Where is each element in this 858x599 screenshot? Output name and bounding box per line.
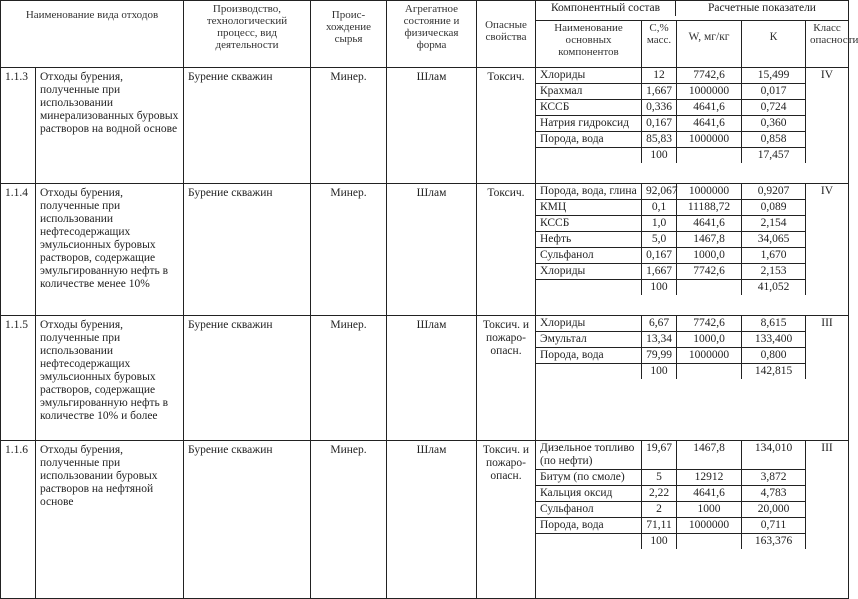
component-row	[536, 280, 848, 296]
component-k: 133,400	[742, 332, 806, 348]
component-k: 34,065	[742, 232, 806, 248]
component-name: Крахмал	[536, 84, 642, 100]
row-components	[536, 68, 849, 184]
header-comp-name: Наименование основных компонентов	[554, 22, 623, 58]
component-w: 4641,6	[677, 116, 742, 132]
row-process: Бурение скважин	[184, 184, 311, 316]
component-row	[536, 148, 848, 164]
component-name: Хлориды	[536, 68, 642, 84]
component-w	[677, 280, 742, 296]
row-hazard: Токсич. и пожаро-опасн.	[477, 316, 536, 441]
row-origin: Минер.	[311, 441, 387, 599]
header-composition: Компонентный состав	[550, 2, 661, 14]
component-k: 0,017	[742, 84, 806, 100]
component-k: 0,089	[742, 200, 806, 216]
component-name: КССБ	[536, 100, 642, 116]
hazard-class: III	[806, 441, 849, 549]
component-k: 3,872	[742, 470, 806, 486]
component-name: Порода, вода	[536, 132, 642, 148]
hazard-class: IV	[806, 184, 849, 295]
waste-row	[1, 316, 849, 441]
component-name	[536, 534, 642, 550]
component-name: Порода, вода	[536, 518, 642, 534]
component-name: Сульфанол	[536, 502, 642, 518]
header-origin: Проис-хождение сырья	[311, 1, 387, 68]
component-row	[536, 84, 848, 100]
component-c: 19,67	[642, 441, 677, 470]
component-w: 4641,6	[677, 486, 742, 502]
component-name: КМЦ	[536, 200, 642, 216]
row-number: 1.1.6	[1, 441, 36, 599]
component-c: 100	[642, 534, 677, 550]
row-origin: Минер.	[311, 316, 387, 441]
row-number: 1.1.3	[1, 68, 36, 184]
component-row	[536, 216, 848, 232]
component-row	[536, 100, 848, 116]
component-w: 1000	[677, 502, 742, 518]
row-waste-name: Отходы бурения, полученные при использовании нефтесодержащих эмульсионных буровых растворов, содержащие эмульгированную нефть в количестве 10% и более	[36, 316, 184, 441]
row-state: Шлам	[387, 68, 477, 184]
component-name: Кальция оксид	[536, 486, 642, 502]
row-state: Шлам	[387, 316, 477, 441]
component-row	[536, 200, 848, 216]
row-process: Бурение скважин	[184, 68, 311, 184]
component-w: 4641,6	[677, 100, 742, 116]
component-name: Дизельное топливо (по нефти)	[536, 441, 642, 470]
hazard-class: III	[806, 316, 849, 379]
header-name: Наименование вида отходов	[1, 1, 184, 68]
component-c: 71,11	[642, 518, 677, 534]
component-k: 2,153	[742, 264, 806, 280]
header-process: Производство, технологический процесс, вид деятельности	[184, 1, 311, 68]
component-w: 1467,8	[677, 232, 742, 248]
component-w: 11188,72	[677, 200, 742, 216]
component-c: 100	[642, 148, 677, 164]
component-c: 1,0	[642, 216, 677, 232]
row-state: Шлам	[387, 184, 477, 316]
component-w: 12912	[677, 470, 742, 486]
component-name: Порода, вода, глина	[536, 184, 642, 200]
component-w: 4641,6	[677, 216, 742, 232]
component-row	[536, 316, 848, 332]
row-origin: Минер.	[311, 68, 387, 184]
component-k: 163,376	[742, 534, 806, 550]
component-name: Битум (по смоле)	[536, 470, 642, 486]
component-k: 2,154	[742, 216, 806, 232]
component-c: 100	[642, 280, 677, 296]
component-k: 142,815	[742, 364, 806, 380]
waste-row	[1, 184, 849, 316]
component-name: Эмультал	[536, 332, 642, 348]
component-name: Порода, вода	[536, 348, 642, 364]
component-row	[536, 68, 848, 84]
component-w: 1000,0	[677, 248, 742, 264]
header-comp-w: W, мг/кг	[677, 21, 742, 67]
component-w: 1000000	[677, 184, 742, 200]
row-components	[536, 441, 849, 599]
component-w: 1000000	[677, 84, 742, 100]
component-row	[536, 332, 848, 348]
component-row	[536, 184, 848, 200]
component-row	[536, 132, 848, 148]
component-row	[536, 518, 848, 534]
component-c: 0,167	[642, 248, 677, 264]
row-components	[536, 184, 849, 316]
hazard-class: IV	[806, 68, 849, 163]
component-k: 0,360	[742, 116, 806, 132]
component-w: 1000000	[677, 518, 742, 534]
component-c: 0,336	[642, 100, 677, 116]
component-c: 79,99	[642, 348, 677, 364]
component-k: 0,724	[742, 100, 806, 116]
component-w	[677, 534, 742, 550]
row-waste-name: Отходы бурения, полученные при использовании минерализованных буровых растворов на водной основе	[36, 68, 184, 184]
component-c: 1,667	[642, 84, 677, 100]
component-k: 15,499	[742, 68, 806, 84]
component-w	[677, 364, 742, 380]
component-k: 0,858	[742, 132, 806, 148]
component-c: 2	[642, 502, 677, 518]
component-k: 17,457	[742, 148, 806, 164]
component-w: 1467,8	[677, 441, 742, 470]
row-hazard: Токсич.	[477, 68, 536, 184]
component-c: 92,067	[642, 184, 677, 200]
row-hazard: Токсич. и пожаро-опасн.	[477, 441, 536, 599]
component-row	[536, 470, 848, 486]
row-process: Бурение скважин	[184, 316, 311, 441]
header-state: Агрегатное состояние и физическая форма	[387, 1, 477, 68]
component-w	[677, 148, 742, 164]
component-name: Сульфанол	[536, 248, 642, 264]
component-k: 0,711	[742, 518, 806, 534]
component-row	[536, 264, 848, 280]
row-state: Шлам	[387, 441, 477, 599]
component-k: 8,615	[742, 316, 806, 332]
component-name: Нефть	[536, 232, 642, 248]
component-k: 20,000	[742, 502, 806, 518]
component-row	[536, 116, 848, 132]
component-w: 7742,6	[677, 316, 742, 332]
row-waste-name: Отходы бурения, полученные при использовании нефтесодержащих эмульсионных буровых растворов, содержащие эмульгированную нефть в количестве менее 10%	[36, 184, 184, 316]
component-w: 7742,6	[677, 68, 742, 84]
component-w: 1000000	[677, 348, 742, 364]
component-name: Натрия гидроксид	[536, 116, 642, 132]
component-row	[536, 486, 848, 502]
header-composition-group	[536, 1, 849, 21]
component-name: Хлориды	[536, 316, 642, 332]
component-w: 7742,6	[677, 264, 742, 280]
component-c: 12	[642, 68, 677, 84]
component-c: 13,34	[642, 332, 677, 348]
component-c: 100	[642, 364, 677, 380]
row-number: 1.1.5	[1, 316, 36, 441]
header-comp-k: К	[742, 21, 806, 67]
component-name	[536, 280, 642, 296]
component-c: 5,0	[642, 232, 677, 248]
component-k: 4,783	[742, 486, 806, 502]
component-row	[536, 502, 848, 518]
component-c: 1,667	[642, 264, 677, 280]
component-c: 0,167	[642, 116, 677, 132]
component-k: 0,800	[742, 348, 806, 364]
component-row	[536, 348, 848, 364]
row-components	[536, 316, 849, 441]
component-name	[536, 364, 642, 380]
header-subcolumns	[536, 21, 858, 68]
component-row	[536, 232, 848, 248]
waste-row	[1, 441, 849, 599]
component-k: 41,052	[742, 280, 806, 296]
component-name	[536, 148, 642, 164]
row-process: Бурение скважин	[184, 441, 311, 599]
component-c: 5	[642, 470, 677, 486]
component-c: 0,1	[642, 200, 677, 216]
row-waste-name: Отходы бурения, полученные при использовании буровых растворов на нефтяной основе	[36, 441, 184, 599]
component-w: 1000000	[677, 132, 742, 148]
component-k: 0,9207	[742, 184, 806, 200]
component-row	[536, 364, 848, 380]
header-hazard: Опасные свойства	[477, 1, 536, 68]
header-hazard-class: Класс опасности	[806, 21, 849, 67]
component-w: 1000,0	[677, 332, 742, 348]
component-row	[536, 441, 848, 470]
header-calc: Расчетные показатели	[676, 1, 849, 16]
row-origin: Минер.	[311, 184, 387, 316]
component-k: 1,670	[742, 248, 806, 264]
row-number: 1.1.4	[1, 184, 36, 316]
component-c: 2,22	[642, 486, 677, 502]
row-hazard: Токсич.	[477, 184, 536, 316]
component-row	[536, 534, 848, 550]
component-row	[536, 248, 848, 264]
component-c: 6,67	[642, 316, 677, 332]
component-k: 134,010	[742, 441, 806, 470]
component-name: КССБ	[536, 216, 642, 232]
header-comp-c: С,% масс.	[642, 21, 677, 67]
component-c: 85,83	[642, 132, 677, 148]
component-name: Хлориды	[536, 264, 642, 280]
waste-row	[1, 68, 849, 184]
